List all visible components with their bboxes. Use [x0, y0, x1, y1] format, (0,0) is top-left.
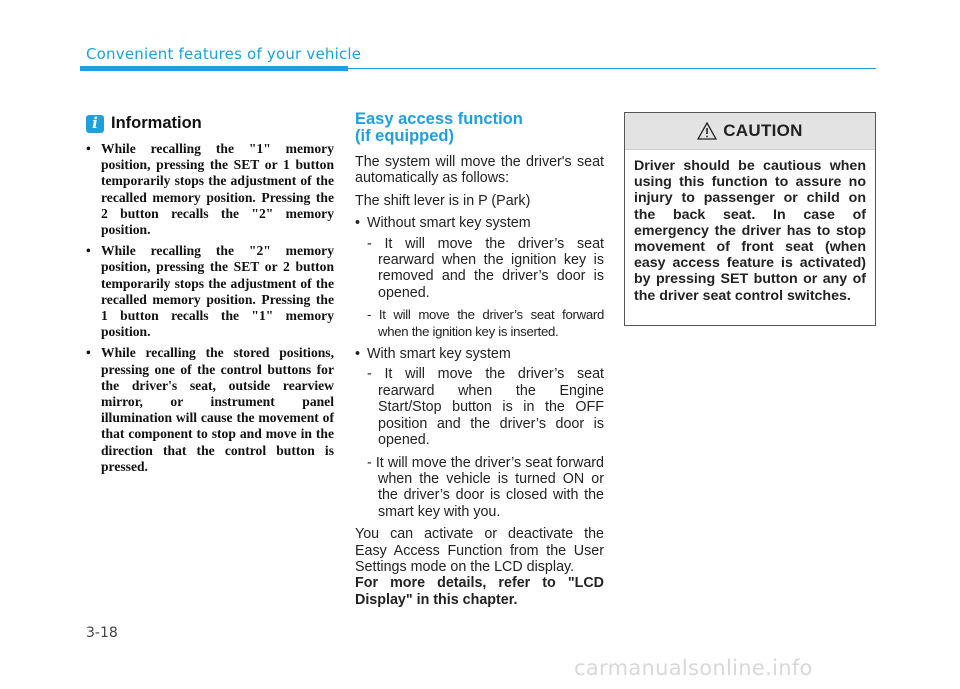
- information-item: • While recalling the "2" memory position, pressing the SET or 2 button temporarily stops the adjustment of the recalled memory position. Pressing the 1 button recalls the "1" memory position.: [86, 243, 334, 340]
- with-smart-key-item: - It will move the driver’s seat rearward when the Engine Start/Stop button is in the OFF position and the driver’s door is opened.: [367, 366, 604, 449]
- information-title: Information: [111, 114, 202, 132]
- info-icon-glyph: i: [92, 114, 98, 132]
- watermark: carmanualsonline.info: [574, 656, 813, 680]
- information-heading: [86, 114, 334, 133]
- easy-access-title-line2: (if equipped): [355, 127, 454, 145]
- information-item: • While recalling the stored positions, pressing one of the control buttons for the driver's seat, outside rearview mirror, or instrument panel illumination will cause the movement of that component to stop and move in the direction that the control button is pressed.: [86, 345, 334, 475]
- without-smart-key-label: • Without smart key system: [355, 215, 604, 231]
- easy-access-column: [355, 111, 604, 614]
- caution-label: CAUTION: [723, 121, 803, 140]
- info-icon: [86, 115, 104, 133]
- information-column: [86, 114, 334, 480]
- with-smart-key-label: • With smart key system: [355, 346, 604, 362]
- header-rule-thick: [80, 66, 348, 71]
- easy-access-title: [355, 111, 604, 145]
- header-rule-thin: [348, 68, 876, 69]
- with-smart-key-item: - It will move the driver’s seat forward when the vehicle is turned ON or the driver’s door is closed with the smart key with you.: [367, 454, 604, 520]
- information-item: • While recalling the "1" memory position, pressing the SET or 1 button temporarily stops the adjustment of the recalled memory position. Pressing the 2 button recalls the "2" memory position.: [86, 141, 334, 238]
- caution-box: [624, 112, 876, 326]
- information-list: [86, 141, 334, 475]
- warning-triangle-icon: [697, 122, 717, 140]
- section-title: Convenient features of your vehicle: [86, 45, 362, 63]
- easy-access-title-line1: Easy access function: [355, 110, 523, 128]
- without-smart-key-item: - It will move the driver’s seat forward when the ignition key is inserted.: [367, 307, 604, 339]
- activate-note: You can activate or deactivate the Easy Access Function from the User Settings mode on the LCD display.: [355, 526, 604, 575]
- page-number: 3-18: [86, 625, 118, 641]
- caution-header: [625, 113, 875, 150]
- caution-text: Driver should be cautious when using this function to assure no injury to passenger or child on the back seat. In case of emergency the driver has to stop movement of front seat (when easy access feature is activated) by pressing SET button or any of the driver seat control switches.: [634, 158, 866, 304]
- reference-note: For more details, refer to "LCD Display" in this chapter.: [355, 575, 604, 608]
- without-smart-key-item: - It will move the driver’s seat rearward when the ignition key is removed and the driver’s door is opened.: [367, 235, 604, 301]
- easy-access-intro: The system will move the driver's seat automatically as follows:: [355, 154, 604, 187]
- shift-lever-condition: The shift lever is in P (Park): [355, 192, 531, 209]
